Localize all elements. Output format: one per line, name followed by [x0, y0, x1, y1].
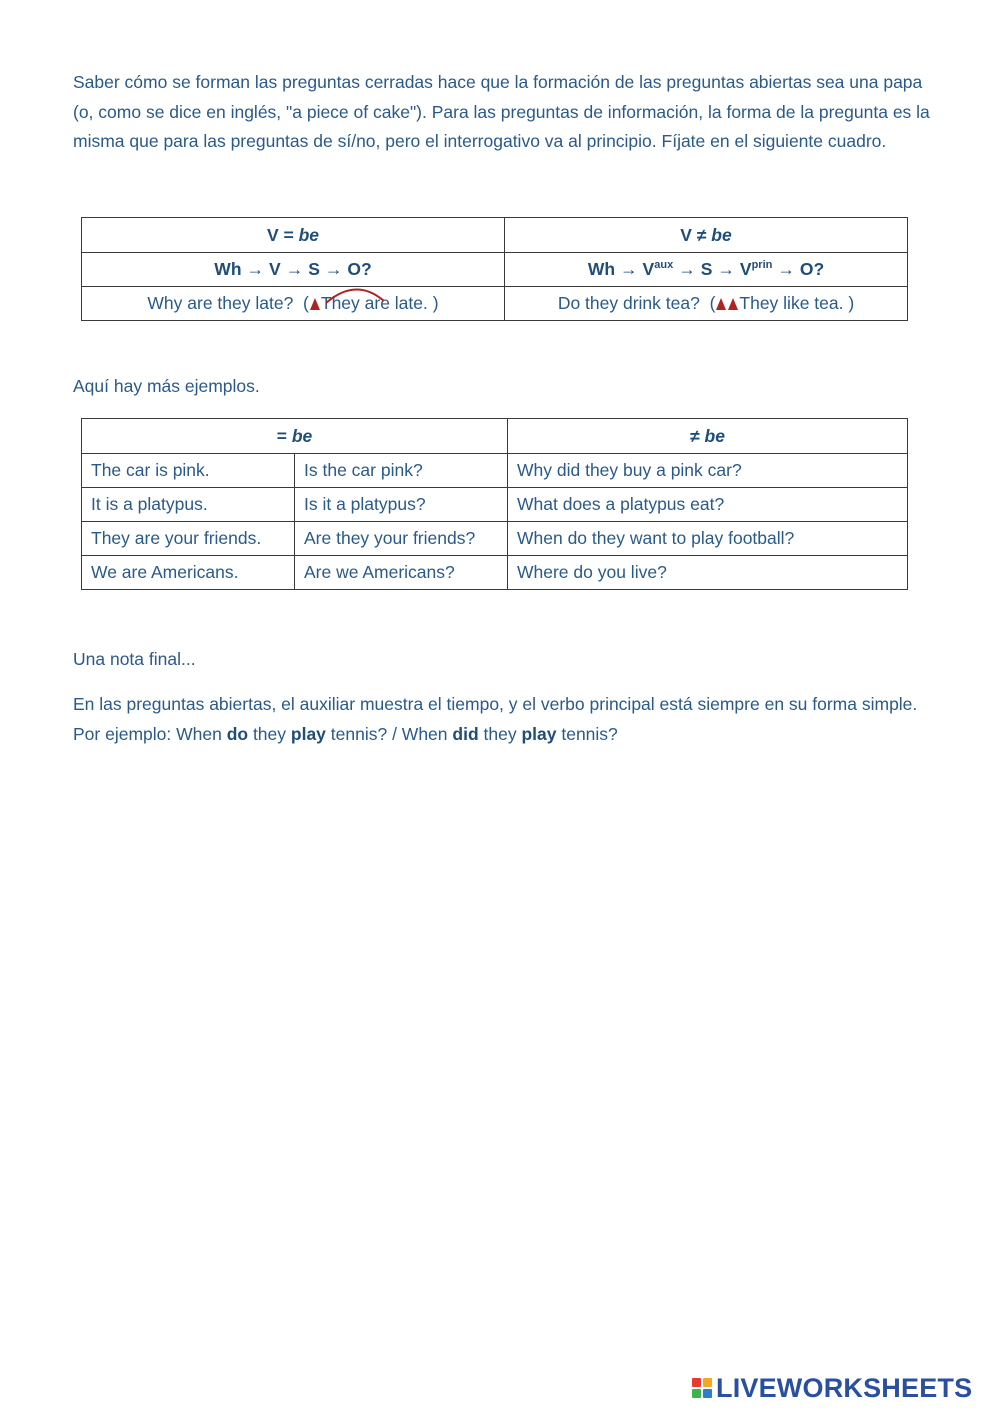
logo-square: [703, 1378, 712, 1387]
header-equals-be: = be: [82, 419, 508, 454]
table-row: [82, 454, 908, 488]
wh-question-cell: Why did they buy a pink car?: [508, 454, 908, 488]
be-question-cell: Is the car pink?: [295, 454, 508, 488]
insertion-marker: [728, 298, 738, 310]
logo-square: [692, 1378, 701, 1387]
examples-table: [81, 418, 908, 590]
more-examples-label: Aquí hay más ejemplos.: [73, 376, 260, 396]
logo-square: [703, 1389, 712, 1398]
header-v-not-be: V ≠ be: [505, 218, 908, 253]
note-paragraph: En las preguntas abiertas, el auxiliar muestra el tiempo, y el verbo principal está siempre en su forma simple. Por ejemplo: When do they play tennis? / When did they play tennis?: [73, 694, 918, 744]
statement-cell: The car is pink.: [82, 454, 295, 488]
header-not-be: ≠ be: [508, 419, 908, 454]
liveworksheets-logo: [692, 1373, 972, 1403]
logo-square: [692, 1389, 701, 1398]
formula-be: Wh → V → S → O?: [82, 253, 505, 287]
insertion-marker: [716, 298, 726, 310]
example-be: Why are they late? ( They are late. ): [82, 287, 505, 321]
statement-cell: It is a platypus.: [82, 488, 295, 522]
table-row: [82, 556, 908, 590]
note-title: Una nota final...: [73, 649, 196, 669]
intro-paragraph: Saber cómo se forman las preguntas cerradas hace que la formación de las preguntas abiertas sea una papa (o, como se dice en inglés, "a piece of cake"). Para las preguntas de información, la forma de la pregunta es la misma que para las preguntas de sí/no, pero el interrogativo va al principio. Fíjate en el siguiente cuadro.: [73, 72, 930, 151]
statement-cell: We are Americans.: [82, 556, 295, 590]
wh-question-cell: Where do you live?: [508, 556, 908, 590]
logo-text: LIVEWORKSHEETS: [716, 1372, 973, 1403]
be-question-cell: Is it a platypus?: [295, 488, 508, 522]
example-not-be: Do they drink tea? ( They like tea. ): [505, 287, 908, 321]
header-v-equals-be: V = be: [82, 218, 505, 253]
table-row: [82, 488, 908, 522]
formula-table: [81, 217, 908, 321]
logo-icon: [692, 1378, 712, 1398]
wh-question-cell: What does a platypus eat?: [508, 488, 908, 522]
statement-cell: They are your friends.: [82, 522, 295, 556]
insertion-marker: [310, 298, 320, 310]
formula-not-be: $Wh \to V^{aux} \to S \to V^{prin} \to O$?: [505, 253, 908, 287]
wh-question-cell: When do they want to play football?: [508, 522, 908, 556]
be-question-cell: Are they your friends?: [295, 522, 508, 556]
be-question-cell: Are we Americans?: [295, 556, 508, 590]
table-row: [82, 522, 908, 556]
